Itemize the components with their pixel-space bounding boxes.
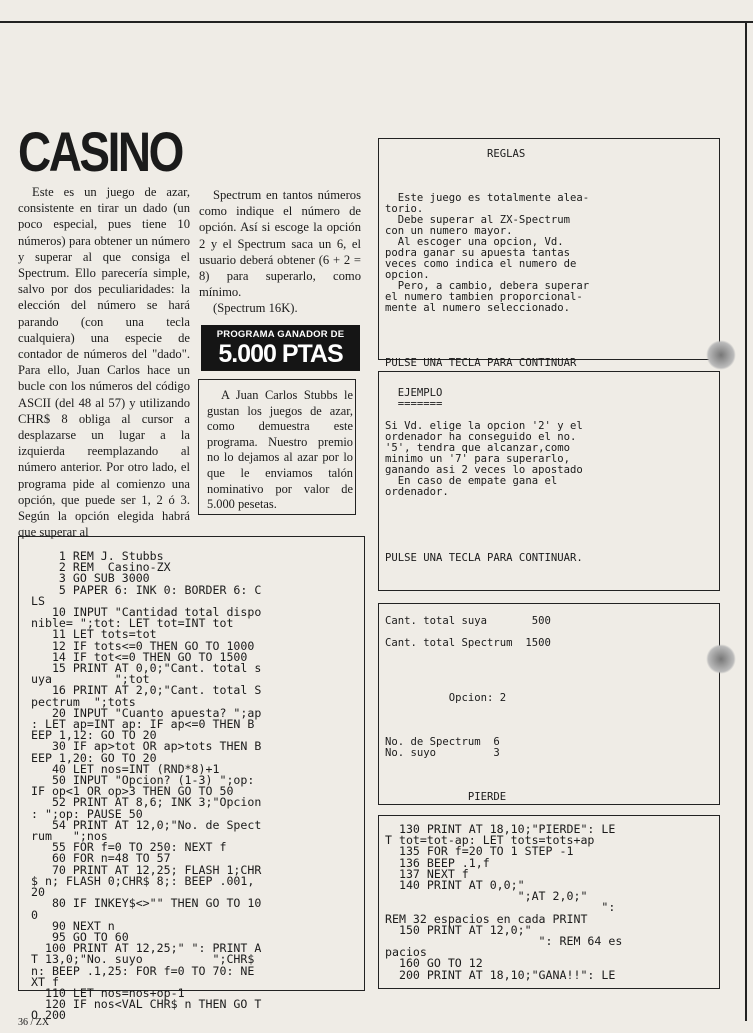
author-note-text: A Juan Carlos Stubbs le gustan los juegos de azar, como demuestra este programa. Nuestro premio no lo dejamos al azar por lo que le enviamos talón nominativo por valor de 5.000 pesetas. <box>207 388 353 512</box>
prize-banner-subtitle: PROGRAMA GANADOR DE <box>216 329 345 340</box>
screen-rules-text: REGLAS Este juego es totalmente alea- torio. Debe superar al ZX-Spectrum con un numero mayor. Al escoger una opcion, Vd. podra ganar su apuesta tantas veces como indica el numero de opcion. Pero, a cambio, debera superar el numero tambien proporcional- mente al numero seleccionado. PULSE UNA TECLA PARA CONTINUAR <box>385 148 590 369</box>
listing-text: 1 REM J. Stubbs 2 REM Casino-ZX 3 GO SUB 3000 5 PAPER 6: INK 0: BORDER 6: C LS 10 INPUT "Cantidad total dispo nible= ";tot: LET tot=INT tot 11 LET tots=tot 12 IF tots<=0 THEN GO TO 1000 14 IF tot<=0 THEN GO TO 1500 15 PRINT AT 0,0;"Cant. total s uya ";tot 16 PRINT AT 2,0;"Cant. total S pectrum ";tots 20 INPUT "Cuanto apuesta? ";ap : LET ap=INT ap: IF ap<=0 THEN B EEP 1,12: GO TO 20 30 IF ap>tot OR ap>tots THEN B EEP 1,20: GO TO 20 40 LET nos=INT (RND*8)+1 50 INPUT "Opcion? (1-3) ";op: IF op<1 OR op>3 THEN GO TO 50 52 PRINT AT 8,6; INK 3;"Opcion : ";op: PAUSE 50 54 PRINT AT 12,0;"No. de Spect rum ";nos 55 FOR f=0 TO 250: NEXT f 60 FOR n=48 TO 57 70 PRINT AT 12,25; FLASH 1;CHR $ n; FLASH 0;CHR$ 8;: BEEP .001, 20 80 IF INKEY$<>"" THEN GO TO 10 0 90 NEXT n 95 GO TO 60 100 PRINT AT 12,25;" ": PRINT A T 13,0;"No. suyo ";CHR$ n: BEEP .1,25: FOR f=0 TO 70: NE XT f 110 LET nos=nos+op-1 120 IF nos<VAL CHR$ n THEN GO T O 200 <box>31 549 262 1023</box>
prize-banner-amount: 5.000 PTAS <box>218 340 343 368</box>
program-listing-right <box>378 815 720 989</box>
screen-rules <box>378 138 720 369</box>
screen-game <box>378 603 720 805</box>
author-note-box <box>198 379 356 515</box>
listing-text: 130 PRINT AT 18,10;"PIERDE": LE T tot=tot-ap: LET tots=tots+ap 135 FOR f=20 TO 1 STEP -1 136 BEEP .1,f 137 NEXT f 140 PRINT AT 0,0;" ";AT 2,0;" ": REM 32 espacios en cada PRINT 150 PRINT AT 12,0;" ": REM 64 es pacios 160 GO TO 12 200 PRINT AT 18,10;"GANA!!": LE <box>385 822 623 982</box>
article-paragraph: Este es un juego de azar, consistente en tirar un dado (un poco especial, pues tiene 10 números) para obtener un número y superar al que consiga el Spectrum. Ello parecería simple, salvo por dos peculiaridades: la elección del número se hará parando (con una tecla cualquiera) una especie de contador de números del "dado". Para ello, Juan Carlos hace un bucle con los números del código ASCII (del 48 al 57) y utilizando CHR$ 8 obliga al cursor a desplazarse un lugar a la izquierda reemplazando al número anterior. Por otro lado, el programa pide al comienzo una opción, que puede ser 1, 2 ó 3. Según la opción elegida habrá que superar al <box>18 185 190 540</box>
page-number: 36 / ZX <box>18 1017 50 1028</box>
page-border-right <box>745 21 747 1021</box>
article-paragraph: Spectrum en tantos números como indique el número de opción. Así si escoge la opción 2 y el Spectrum saca un 6, el usuario deberá obtener (6 + 2 = 8) para superarlo, como mínimo. <box>199 188 361 300</box>
article-paragraph: (Spectrum 16K). <box>213 301 298 316</box>
paper-hole-mark <box>706 644 736 674</box>
article-title: CASINO <box>18 120 182 183</box>
prize-banner <box>201 325 360 371</box>
article-column-2 <box>199 187 361 317</box>
paper-hole-mark <box>706 340 736 370</box>
article-column-1 <box>18 184 190 540</box>
screen-game-text: Cant. total suya 500 Cant. total Spectrum 1500 Opcion: 2 No. de Spectrum 6 No. suyo 3 PIERDE <box>385 615 551 803</box>
page-border-top <box>0 21 753 23</box>
screen-example <box>378 371 720 591</box>
screen-example-text: EJEMPLO ======= Si Vd. elige la opcion '2' y el ordenador ha conseguido el no. '5', tendra que alcanzar,como minimo un '7' para superarlo, ganando asi 2 veces lo apostado En caso de empate gana el ordenador. PULSE UNA TECLA PARA CONTINUAR. <box>385 387 583 564</box>
